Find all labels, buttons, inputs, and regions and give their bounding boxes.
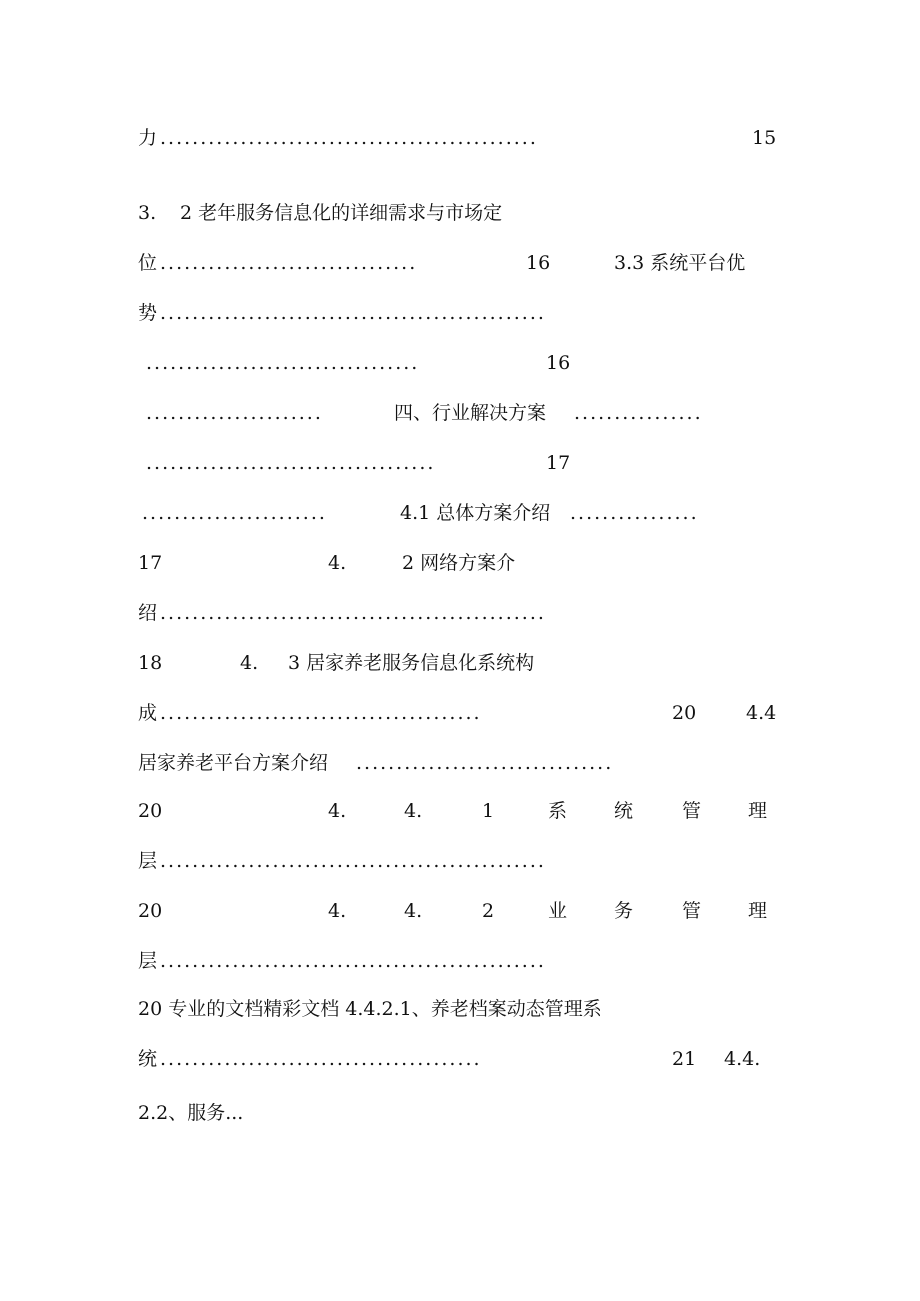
toc-section-number: 4. — [404, 800, 423, 822]
toc-leader-dots: ........................................ — [160, 702, 482, 724]
toc-entry-text: 3 居家养老服务信息化系统构 — [288, 652, 535, 674]
toc-leader-dots: ................................ — [356, 752, 614, 774]
toc-entry-text: 居家养老平台方案介绍 — [138, 752, 329, 774]
toc-page-number: 17 — [138, 552, 163, 574]
toc-leader-dots: ................ — [574, 402, 703, 424]
toc-page-number: 18 — [138, 652, 163, 674]
toc-entry-text: 力 — [138, 127, 158, 149]
toc-section-number: 4.4. — [724, 1048, 761, 1070]
toc-entry-text: 统 — [138, 1048, 158, 1070]
toc-page-number: 16 — [526, 252, 551, 274]
toc-page-number: 20 — [138, 900, 163, 922]
toc-entry-text: 层 — [138, 950, 158, 972]
toc-entry-text: 成 — [138, 702, 158, 724]
toc-leader-dots: ................................................ — [160, 850, 546, 872]
toc-line — [138, 1101, 778, 1173]
toc-section-number: 2 — [482, 900, 495, 922]
toc-page-number: 21 — [672, 1048, 697, 1070]
toc-leader-dots: ............................................... — [160, 127, 538, 149]
toc-section-number: 3. — [138, 202, 157, 224]
toc-page-number: 20 — [672, 702, 697, 724]
toc-page-number: 17 — [546, 452, 571, 474]
toc-leader-dots: ................................................ — [160, 602, 546, 624]
toc-entry-text: 四、行业解决方案 — [394, 402, 547, 424]
toc-leader-dots: ................................................ — [160, 302, 546, 324]
toc-entry-text: 势 — [138, 302, 158, 324]
toc-entry-text: 20 专业的文档精彩文档 4.4.2.1、养老档案动态管理系 — [138, 998, 602, 1020]
toc-entry-text: 理 — [748, 800, 768, 822]
toc-entry-text: 业 — [548, 900, 568, 922]
toc-entry-text: 2 网络方案介 — [402, 552, 516, 574]
toc-entry-text: 3.3 系统平台优 — [614, 252, 746, 274]
toc-leader-dots: ........................................ — [160, 1048, 482, 1070]
toc-entry-text: 层 — [138, 850, 158, 872]
toc-section-number: 4. — [328, 552, 347, 574]
toc-leader-dots: ................ — [570, 502, 699, 524]
toc-leader-dots: ................................................ — [160, 950, 546, 972]
toc-leader-dots: ...................... — [146, 402, 323, 424]
toc-leader-dots: .................................. — [146, 352, 420, 374]
toc-section-number: 4.4 — [746, 702, 777, 724]
toc-section-number: 4. — [240, 652, 259, 674]
toc-entry-text: 理 — [748, 900, 768, 922]
toc-page-number: 20 — [138, 800, 163, 822]
toc-entry-text: 2 老年服务信息化的详细需求与市场定 — [180, 202, 503, 224]
toc-page-number: 15 — [752, 127, 777, 149]
toc-entry-text: 管 — [682, 800, 702, 822]
toc-entry-text: 管 — [682, 900, 702, 922]
toc-entry-text: 2.2、服务... — [138, 1102, 244, 1124]
toc-entry-text: 系 — [548, 800, 568, 822]
toc-section-number: 1 — [482, 800, 495, 822]
toc-leader-dots: ....................... — [142, 502, 327, 524]
toc-section-number: 4. — [328, 800, 347, 822]
toc-entry-text: 统 — [614, 800, 634, 822]
toc-entry-text: 绍 — [138, 602, 158, 624]
toc-leader-dots: .................................... — [146, 452, 436, 474]
toc-entry-text: 4.1 总体方案介绍 — [400, 502, 551, 524]
toc-leader-dots: ................................ — [160, 252, 418, 274]
toc-section-number: 4. — [328, 900, 347, 922]
toc-entry-text: 位 — [138, 252, 158, 274]
toc-section-number: 4. — [404, 900, 423, 922]
toc-entry-text: 务 — [614, 900, 634, 922]
toc-page-number: 16 — [546, 352, 571, 374]
